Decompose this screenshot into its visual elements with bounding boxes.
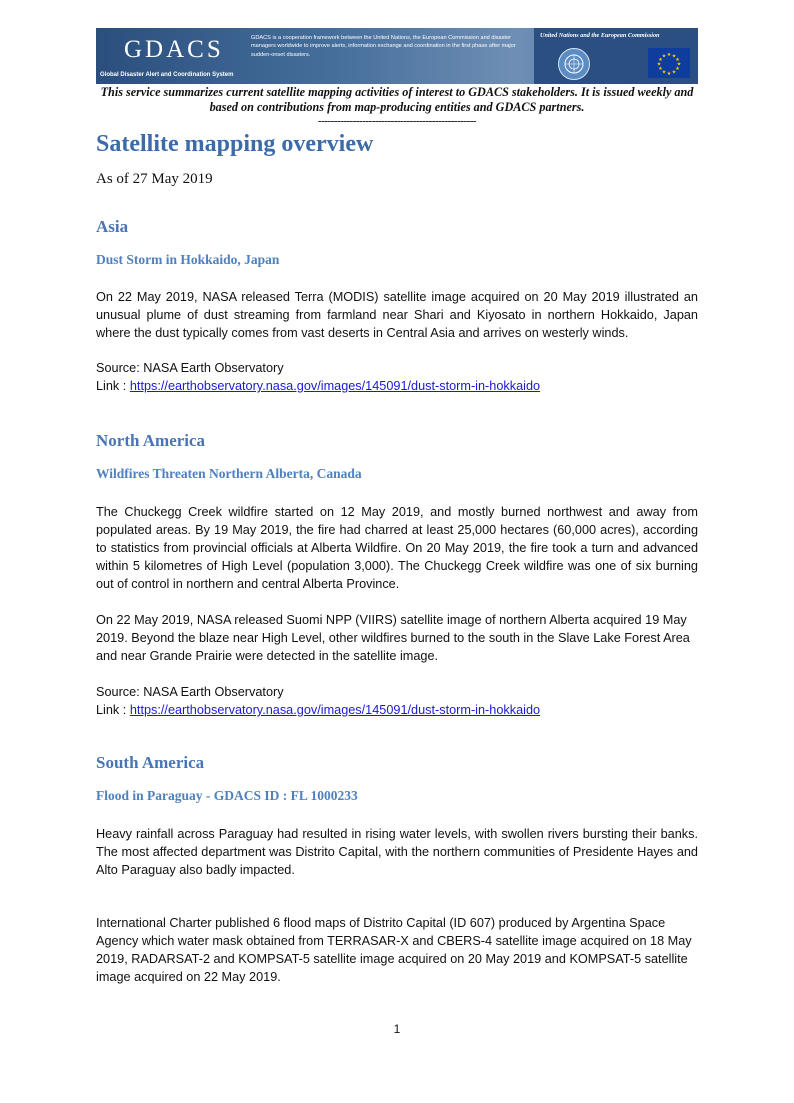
link-label: Link : bbox=[96, 703, 130, 717]
svg-text:★: ★ bbox=[675, 57, 680, 63]
event-paragraph: The Chuckegg Creek wildfire started on 12 May 2019, and mostly burned northwest and away from populated areas. By 19 May 2019, the fire had charred at least 25,000 hectares (60,000 acres), according to statistics from provincial officials at Alberta Wildfire. On 20 May 2019, the fire took a turn and advanced within 5 kilometres of High Level (population 3,000). The Chuckegg Creek wildfire was one of six burning out of control in northern and central Alberta Province. bbox=[96, 505, 698, 591]
svg-text:★: ★ bbox=[676, 61, 682, 68]
svg-text:★: ★ bbox=[656, 61, 662, 68]
svg-text:★: ★ bbox=[671, 53, 677, 60]
gdacs-banner bbox=[96, 28, 698, 84]
event-heading: Dust Storm in Hokkaido, Japan bbox=[96, 252, 280, 267]
event-paragraph: On 22 May 2019, NASA released Suomi NPP (VIIRS) satellite image of northern Alberta acquired 19 May 2019. Beyond the blaze near High Level, other wildfires burned to the south in the Slave Lake Forest Area and near Grande Prairie were detected in the satellite image. bbox=[96, 613, 690, 663]
separator: -------------------------------------------------- bbox=[317, 115, 477, 127]
gdacs-logo: GDACS bbox=[124, 36, 224, 63]
event-heading: Flood in Paraguay - GDACS ID : FL 1000233 bbox=[96, 788, 358, 803]
svg-text:★: ★ bbox=[666, 71, 672, 77]
svg-text:★: ★ bbox=[658, 57, 663, 63]
event-paragraph: Heavy rainfall across Paraguay had resulted in rising water levels, with swollen rivers bursting their banks. The most affected department was Distrito Capital, with the northern communities of Presidente Hayes and Alto Paraguay also badly impacted. bbox=[96, 827, 698, 877]
svg-text:★: ★ bbox=[658, 66, 663, 72]
event-paragraph: International Charter published 6 flood maps of Distrito Capital (ID 607) produced by Argentina Space Agency which water mask obtained from TERRASAR-X and CBERS-4 satellite image acquired on 18 May 2019, RADARSAT-2 and KOMPSAT-5 satellite image acquired on 20 May 2019 and KOMPSAT-5 satellite image acquired on 22 May 2019. bbox=[96, 916, 692, 984]
partners-panel bbox=[534, 28, 698, 84]
report-date: As of 27 May 2019 bbox=[96, 171, 213, 187]
event-heading: Wildfires Threaten Northern Alberta, Canada bbox=[96, 466, 362, 481]
gdacs-subtitle: Global Disaster Alert and Coordination System bbox=[100, 72, 234, 78]
partners-title: United Nations and the European Commission bbox=[540, 32, 660, 39]
gdacs-description: GDACS is a cooperation framework between the United Nations, the European Commission and disaster managers worldwide to improve alerts, information exchange and coordination in the first phase after major sudden-onset disasters. bbox=[251, 35, 516, 58]
source-line: Source: NASA Earth Observatory bbox=[96, 361, 284, 375]
link-line bbox=[96, 701, 698, 719]
link-label: Link : bbox=[96, 379, 130, 393]
region-heading-asia: Asia bbox=[96, 217, 129, 236]
svg-text:★: ★ bbox=[671, 69, 677, 76]
page-number: 1 bbox=[393, 1022, 401, 1036]
page-title: Satellite mapping overview bbox=[96, 131, 374, 157]
svg-text:★: ★ bbox=[675, 66, 680, 72]
source-line: Source: NASA Earth Observatory bbox=[96, 685, 284, 699]
service-intro: This service summarizes current satellite mapping activities of interest to GDACS stakeholders. It is issued weekly and based on contributions from map-producing entities and GDACS partners. bbox=[100, 85, 694, 114]
source-link[interactable]: https://earthobservatory.nasa.gov/images/145091/dust-storm-in-hokkaido bbox=[129, 379, 541, 393]
source-link[interactable]: https://earthobservatory.nasa.gov/images/145091/dust-storm-in-hokkaido bbox=[129, 703, 541, 717]
region-heading-south-america: South America bbox=[96, 753, 205, 772]
svg-text:★: ★ bbox=[661, 69, 667, 76]
svg-text:★: ★ bbox=[666, 52, 672, 58]
svg-text:★: ★ bbox=[661, 53, 667, 60]
link-line bbox=[96, 377, 698, 395]
eu-flag-icon bbox=[648, 48, 690, 78]
un-emblem-icon bbox=[558, 48, 590, 80]
event-paragraph: On 22 May 2019, NASA released Terra (MODIS) satellite image acquired on 20 May 2019 illustrated an unusual plume of dust streaming from farmland near Shari and Kiyosato in northern Hokkaido, Japan where the dust typically comes from vast deserts in Central Asia and arrives on westerly winds. bbox=[96, 290, 698, 340]
region-heading-north-america: North America bbox=[96, 431, 206, 450]
